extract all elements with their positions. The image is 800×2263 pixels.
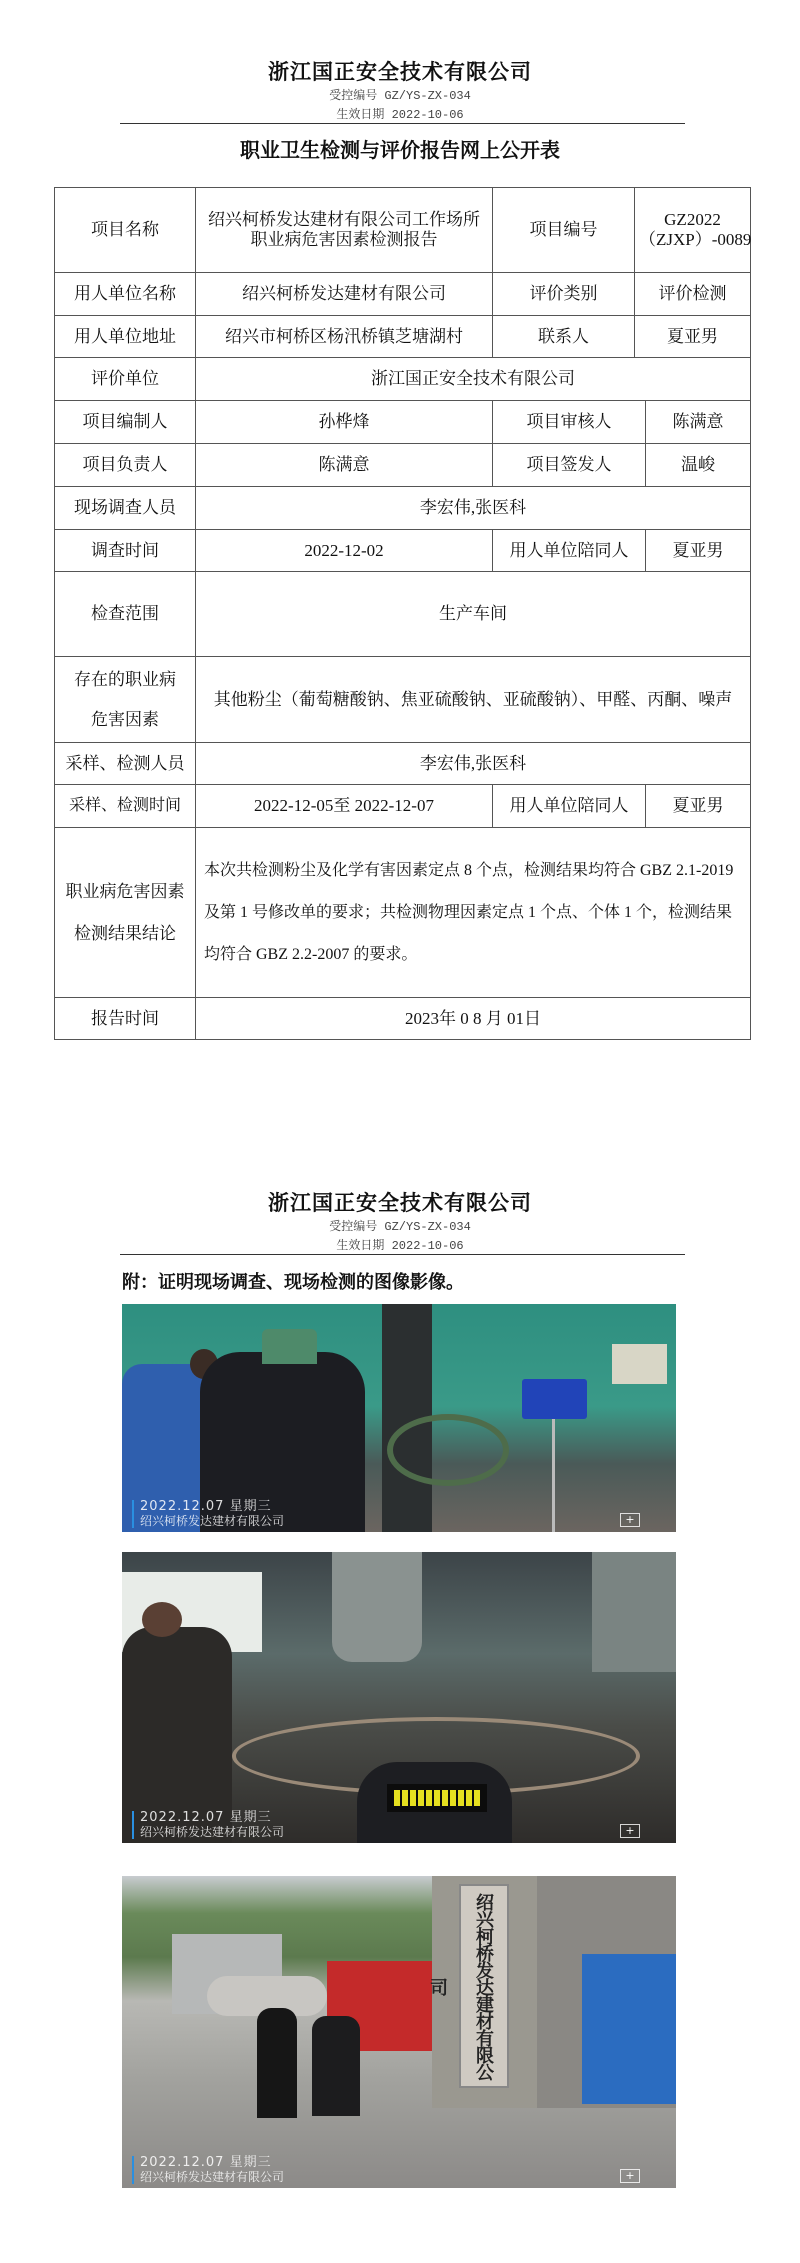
table-row [55,530,751,572]
photo-date: 2022.12.07 星期三 [140,1499,272,1514]
table-row [55,743,751,785]
table-row [55,444,751,487]
reviewer-label: 项目审核人 [493,401,646,444]
escort-value: 夏亚男 [646,530,751,572]
photo-date: 2022.12.07 星期三 [140,1810,272,1825]
report-time-value: 2023年 0 8 月 01日 [196,998,751,1040]
control-number: 受控编号 GZ/YS-ZX-034 [329,89,471,103]
plus-box-icon: + [620,2169,640,2183]
survey-time-label: 调查时间 [55,530,196,572]
sampling-staff-value: 李宏伟,张医科 [196,743,751,785]
effective-date: 生效日期 2022-10-06 [336,108,464,122]
eval-type-label: 评价类别 [493,273,635,316]
table-row [55,998,751,1040]
leader-label: 项目负责人 [55,444,196,487]
company-sign: 绍兴柯桥发达建材有限公司 [459,1884,509,2088]
sampling-staff-label: 采样、检测人员 [55,743,196,785]
table-row [55,828,751,998]
company-name-page2: 浙江国正安全技术有限公司 [268,1191,532,1215]
site-survey-photo-1 [122,1304,676,1532]
reviewer-value: 陈满意 [646,401,751,444]
company-name: 浙江国正安全技术有限公司 [268,60,532,84]
eval-unit-value: 浙江国正安全技术有限公司 [196,358,751,401]
scope-value: 生产车间 [196,572,751,657]
eval-type-value: 评价检测 [635,273,751,316]
survey-staff-value: 李宏伟,张医科 [196,487,751,530]
compiler-label: 项目编制人 [55,401,196,444]
employer-address-label: 用人单位地址 [55,316,196,358]
issuer-value: 温峻 [646,444,751,487]
eval-unit-label: 评价单位 [55,358,196,401]
employer-address-value: 绍兴市柯桥区杨汛桥镇芝塘湖村 [196,316,493,358]
table-row [55,785,751,828]
table-row [55,657,751,743]
header-divider-page2 [120,1254,685,1255]
effective-date-page2: 生效日期 2022-10-06 [336,1239,464,1253]
hazards-label: 存在的职业病危害因素 [55,657,196,743]
table-row [55,358,751,401]
photo-company: 绍兴柯桥发达建材有限公司 [140,1825,285,1839]
sampling-time-value: 2022-12-05至 2022-12-07 [196,785,493,828]
photo-company: 绍兴柯桥发达建材有限公司 [140,2170,285,2184]
contact-label: 联系人 [493,316,635,358]
photo-watermark [132,2156,284,2184]
table-row [55,316,751,358]
employer-name-value: 绍兴柯桥发达建材有限公司 [196,273,493,316]
plus-box-icon: + [620,1513,640,1527]
escort-label: 用人单位陪同人 [493,530,646,572]
employer-name-label: 用人单位名称 [55,273,196,316]
header-divider [120,123,685,124]
attachment-heading: 附：证明现场调查、现场检测的图像影像。 [122,1272,464,1292]
table-row [55,487,751,530]
project-no-value: GZ2022（ZJXP）-0089 [635,188,751,273]
contact-value: 夏亚男 [635,316,751,358]
report-table [54,187,751,1040]
site-survey-photo-3 [122,1876,676,2188]
project-name-label: 项目名称 [55,188,196,273]
conclusion-label: 职业病危害因素检测结果结论 [55,828,196,998]
table-row [55,273,751,316]
table-row [55,401,751,444]
document-title: 职业卫生检测与评价报告网上公开表 [240,140,560,162]
survey-staff-label: 现场调查人员 [55,487,196,530]
table-row [55,188,751,273]
conclusion-value: 本次共检测粉尘及化学有害因素定点 8 个点，检测结果均符合 GBZ 2.1-2019 及第 1 号修改单的要求；共检测物理因素定点 1 个点、个体 1 个，检测结果均符合 GBZ 2.2-2007 的要求。 [196,828,751,998]
scope-label: 检查范围 [55,572,196,657]
project-name-value: 绍兴柯桥发达建材有限公司工作场所职业病危害因素检测报告 [196,188,493,273]
compiler-value: 孙桦烽 [196,401,493,444]
report-time-label: 报告时间 [55,998,196,1040]
plus-box-icon: + [620,1824,640,1838]
leader-value: 陈满意 [196,444,493,487]
photo-date: 2022.12.07 星期三 [140,2155,272,2170]
survey-time-value: 2022-12-02 [196,530,493,572]
photo-company: 绍兴柯桥发达建材有限公司 [140,1514,285,1528]
hazards-value: 其他粉尘（葡萄糖酸钠、焦亚硫酸钠、亚硫酸钠）、甲醛、丙酮、噪声 [196,657,751,743]
site-survey-photo-2 [122,1552,676,1843]
escort2-value: 夏亚男 [646,785,751,828]
issuer-label: 项目签发人 [493,444,646,487]
photo-watermark [132,1500,284,1528]
escort2-label: 用人单位陪同人 [493,785,646,828]
control-number-page2: 受控编号 GZ/YS-ZX-034 [329,1220,471,1234]
project-no-label: 项目编号 [493,188,635,273]
sampling-time-label: 采样、检测时间 [55,785,196,828]
photo-watermark [132,1811,284,1839]
table-row [55,572,751,657]
